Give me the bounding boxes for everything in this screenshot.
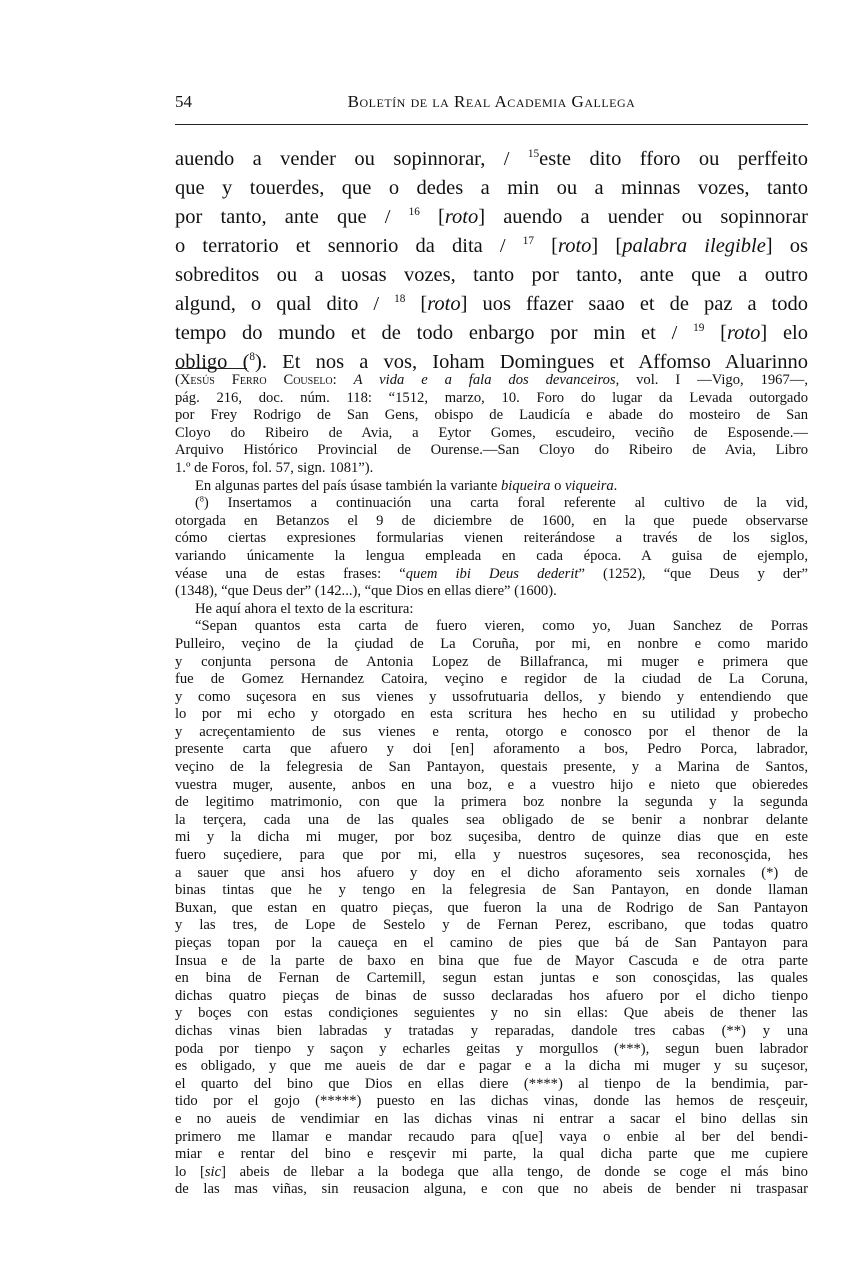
text-run: Buxan, que estan en quatro pieças, que fueron la una de Rodrigo de San Pantayon — [175, 899, 808, 916]
text-run: e no aueis de vendimiar en las dichas vinas ni entrar a sacar el bino dellas sin — [175, 1110, 808, 1127]
footnote-ref: 16 — [408, 206, 420, 219]
footnote-line — [175, 794, 808, 812]
italic-text: quem ibi Deus dederit — [405, 565, 579, 582]
text-run: de legitimo matrimonio, con que la primera boz nonbre la segunda y la segunda — [175, 794, 808, 811]
text-run: que y touerdes, que o dedes a min ou a minnas vozes, tanto — [175, 177, 808, 199]
footnote-line — [175, 935, 808, 953]
text-run: 1.º de Foros, fol. 57, sign. 1081”). — [175, 459, 374, 476]
text-run: Arquivo Histórico Provincial de Ourense.—San Cloyo do Ribeiro de Avia, Libro — [175, 442, 808, 459]
text-run: veçino de la felegresia de San Pantayon, questais presente, y a Marina de Santos, — [175, 759, 808, 776]
italic-text: palabra ilegible — [622, 235, 766, 257]
text-run: obligo ( — [175, 351, 250, 373]
text-run: [ — [405, 293, 428, 315]
page-header — [175, 92, 808, 116]
body-line — [175, 203, 808, 232]
footnote-line — [175, 460, 808, 478]
text-run: tempo do mundo et de todo enbargo por min et / — [175, 322, 694, 344]
text-run: miar e rentar del bino e resçevir mi parte, la qual dicha parte que me cupiere — [175, 1146, 808, 1163]
body-line — [175, 145, 808, 174]
footnote-line — [175, 1146, 808, 1164]
text-run: o — [550, 477, 566, 494]
text-run: En algunas partes del país úsase también la variante — [195, 477, 501, 494]
text-run: “Sepan quantos esta carta de fuero vieren, como yo, Juan Sanchez de Porras — [195, 618, 808, 635]
footnote-line — [175, 812, 808, 830]
text-run: , vol. I —Vigo, 1967—, — [615, 372, 808, 388]
text-run: la terçera, cada una de las quales sea obligado de se benir a nonbrar delante — [175, 811, 808, 828]
italic-text: roto — [558, 235, 592, 257]
text-run: pieças topan por la caueça en el camino de pies que bá de San Pantayon para — [175, 935, 808, 951]
text-run: y acreçentamiento de sus vienes e renta, otorgo e conosco por el thenor de la — [175, 723, 808, 740]
footnote-line — [175, 566, 808, 584]
text-run: a sauer que ansi hos afuero y doy en el dicho aforamento seis xornales (*) de — [175, 864, 808, 881]
text-run: (1348), “que Deus der” (142...), “que Dios en ellas diere” (1600). — [175, 583, 557, 600]
text-run: por Frey Rodrigo de San Gens, obispo de Laudicía e abade do mosteiro de San — [175, 407, 808, 424]
footnote-line — [175, 724, 808, 742]
text-run: algund, o qual dito / — [175, 293, 395, 315]
footnote-line — [175, 442, 808, 460]
italic-text: A vida e a fala dos devanceiros — [353, 372, 616, 388]
footnote-line — [175, 478, 808, 496]
text-run: : — [332, 372, 354, 388]
text-run: ] abeis de llebar a la bodega que alla tengo, de donde se coge el más bino — [221, 1163, 808, 1180]
text-run: [ — [534, 235, 558, 257]
text-run: lo por mi echo y otorgado en esta scritura hes hecho en su utilidad y probecho — [175, 706, 808, 723]
text-run: véase una de estas frases: “ — [175, 565, 406, 582]
footnote-line — [175, 548, 808, 566]
footnote-line — [175, 390, 808, 408]
body-line — [175, 261, 808, 290]
footnote-line — [175, 1058, 808, 1076]
footnote-line — [175, 425, 808, 443]
italic-text: biqueira — [500, 477, 551, 494]
text-run: ( — [195, 495, 200, 512]
footnote-line — [175, 618, 808, 636]
text-run: cómo ciertas expresiones formularias vienen reiterándose a través de los siglos, — [175, 530, 808, 547]
text-run: Xesús Ferro Couselo — [179, 372, 333, 388]
text-run: por tanto, ante que / — [175, 206, 409, 228]
footnote-line — [175, 953, 808, 971]
footnote-line — [175, 583, 808, 601]
footnote-line — [175, 1181, 808, 1199]
italic-text: roto — [427, 293, 461, 315]
footnote-line — [175, 407, 808, 425]
footnote-line — [175, 882, 808, 900]
footnote-line — [175, 1129, 808, 1147]
text-run: presente carta que afuero y doi [en] aforamento a bos, Pedro Porca, labrador, — [175, 741, 808, 758]
footnote-line — [175, 847, 808, 865]
footnote-line — [175, 636, 808, 654]
text-run: ] [ — [591, 235, 623, 257]
body-line — [175, 290, 808, 319]
body-line — [175, 232, 808, 261]
text-run: o terratorio et sennorio da dita / — [175, 235, 523, 257]
text-run: ( — [175, 372, 180, 388]
footnote-line — [175, 601, 808, 619]
footnote-line — [175, 530, 808, 548]
italic-text: sic — [204, 1163, 222, 1180]
page-number: 54 — [175, 92, 192, 111]
italic-text: viqueira — [565, 477, 614, 494]
text-run: fue de Gomez Hernandez Catoira, veçino e regidor de la ciudad de La Coruna, — [175, 671, 808, 688]
text-run: ” (1252), “que Deus y der” — [578, 565, 808, 582]
footnote-line — [175, 759, 808, 777]
text-run: este dito fforo ou perffeito — [539, 148, 808, 170]
footnote-rule — [175, 368, 247, 369]
footnote-ref: 15 — [527, 148, 540, 161]
italic-text: roto — [726, 322, 761, 344]
footnote-line — [175, 970, 808, 988]
text-run: y boçes con estas condiçiones seguientes y no sin ellas: Que abeis de thener las — [175, 1005, 808, 1022]
header-rule — [175, 124, 808, 125]
text-run: es obligado, y que me aueis de dar e pagar e a la dicha mi muger y su suçesor, — [175, 1058, 808, 1075]
footnote-line — [175, 900, 808, 918]
text-run: sobreditos ou a uosas vozes, tanto por tanto, ante que a outro — [175, 264, 808, 286]
footnote-ref: 8 — [249, 351, 256, 364]
text-run: ] elo — [760, 322, 808, 344]
footnote-line — [175, 865, 808, 883]
body-line — [175, 174, 808, 203]
text-run: primero me llamar e mandar recaudo para q[ue] vaya o enbie al ber del bendi- — [175, 1128, 808, 1145]
text-run: ] auendo a uender ou sopinnorar — [478, 206, 808, 228]
text-run: dichas vinas bien labradas y tratadas y reparadas, dandole tres cabas (**) y una — [175, 1022, 808, 1039]
running-title: Boletín de la Real Academia Gallega — [347, 92, 636, 111]
text-run: pág. 216, doc. núm. 118: “1512, marzo, 10. Foro do lugar da Levada outorgado — [175, 389, 808, 406]
text-run: Pulleiro, veçino de la çiudad de La Coruña, por mi, en nonbre e como marido — [175, 635, 808, 652]
text-run: [ — [419, 206, 445, 228]
footnote-ref: 8 — [199, 494, 204, 504]
text-run: y conjunta persona de Antonia Lopez de Billafranca, mi muger e primera que — [175, 653, 808, 670]
text-run: poda por tienpo y saçon y echarles geitas y morgullos (***), segun buen labrador — [175, 1040, 808, 1057]
text-run: el quarto del bino que Dios en ellas diere (****) al tienpo de la bendimia, par- — [175, 1075, 808, 1092]
text-run: y las tres, de Lope de Sestelo y de Fernan Perez, escribano, que todas quatro — [175, 917, 808, 934]
body-line — [175, 319, 808, 348]
text-run: vuestra muger, ausente, anbos en una boz, e a vuestro hijo e nieto que obieredes — [175, 776, 808, 793]
italic-text: roto — [444, 206, 479, 228]
footnote-line — [175, 988, 808, 1006]
text-run: de las mas viñas, sin reusacion alguna, e con que no abeis de bender ni traspasar — [175, 1181, 808, 1198]
text-run: otorgada en Betanzos el 9 de diciembre de 1600, en la que puede observarse — [175, 512, 808, 529]
footnote-line — [175, 689, 808, 707]
text-run: mi y la dicha mi muger, por boz suçesiba, dentro de quinze dias que en este — [175, 829, 808, 846]
text-run: y como suçesora en sus vienes y ussofrutuaria dellos, y biendo y entendiendo que — [175, 688, 808, 705]
footnote-line — [175, 741, 808, 759]
text-run: ). Et nos a vos, Ioham Domingues et Affomso Aluarinno — [255, 351, 809, 373]
footnote-line — [175, 829, 808, 847]
text-run: en bina de Fernan de Cartemill, segun estan juntas e son conosçidas, las quales — [175, 970, 808, 987]
text-run: . — [613, 477, 618, 494]
footnote-line — [175, 495, 808, 513]
text-run: lo [ — [175, 1163, 205, 1180]
footnote-line — [175, 1164, 808, 1182]
footnote-line — [175, 654, 808, 672]
main-text — [175, 145, 808, 377]
text-run: ) Insertamos a continuación una carta foral referente al cultivo de la vid, — [203, 495, 808, 512]
text-run: Insua e de la parte de baxo en bina que fue de Mayor Cascuda e de otra parte — [175, 952, 808, 969]
footnote-line — [175, 1093, 808, 1111]
text-run: tido por el gojo (*****) puesto en las dichas vinas, donde las hemos de resçeuir, — [175, 1093, 808, 1110]
footnote-line — [175, 1111, 808, 1129]
text-run: dichas quatro pieças de binas de susso declaradas hos afuero por el dicho tienpo — [175, 987, 808, 1004]
text-run: He aquí ahora el texto de la escritura: — [195, 600, 414, 617]
footnote-line — [175, 1005, 808, 1023]
text-run: variando únicamente la lengua empleada en cada época. A guisa de ejemplo, — [175, 547, 808, 564]
footnote-line — [175, 1023, 808, 1041]
footnote-line — [175, 1041, 808, 1059]
text-run: ] uos ffazer saao et de paz a todo — [460, 293, 808, 315]
footnote-line — [175, 917, 808, 935]
footnote-line — [175, 513, 808, 531]
text-run: [ — [704, 322, 727, 344]
footnote-line — [175, 706, 808, 724]
footnote-line — [175, 1076, 808, 1094]
footnotes — [175, 372, 808, 1199]
footnote-ref: 17 — [522, 235, 535, 248]
text-run: auendo a vender ou sopinnorar, / — [175, 148, 528, 170]
footnote-line — [175, 372, 808, 390]
footnote-ref: 19 — [693, 322, 705, 335]
footnote-ref: 18 — [394, 293, 406, 306]
text-run: fuero suçediere, para que por mi, ella y nuestros suçesores, sea reconosçida, hes — [175, 847, 808, 864]
text-run: binas tintas que he y tengo en la felegresia de San Pantayon, en donde llaman — [175, 882, 808, 899]
text-run: Cloyo do Ribeiro de Avia, a Eytor Gomes, escudeiro, veciño de Esposende.— — [175, 424, 808, 441]
text-run: ] os — [765, 235, 809, 257]
footnote-line — [175, 671, 808, 689]
footnote-line — [175, 777, 808, 795]
